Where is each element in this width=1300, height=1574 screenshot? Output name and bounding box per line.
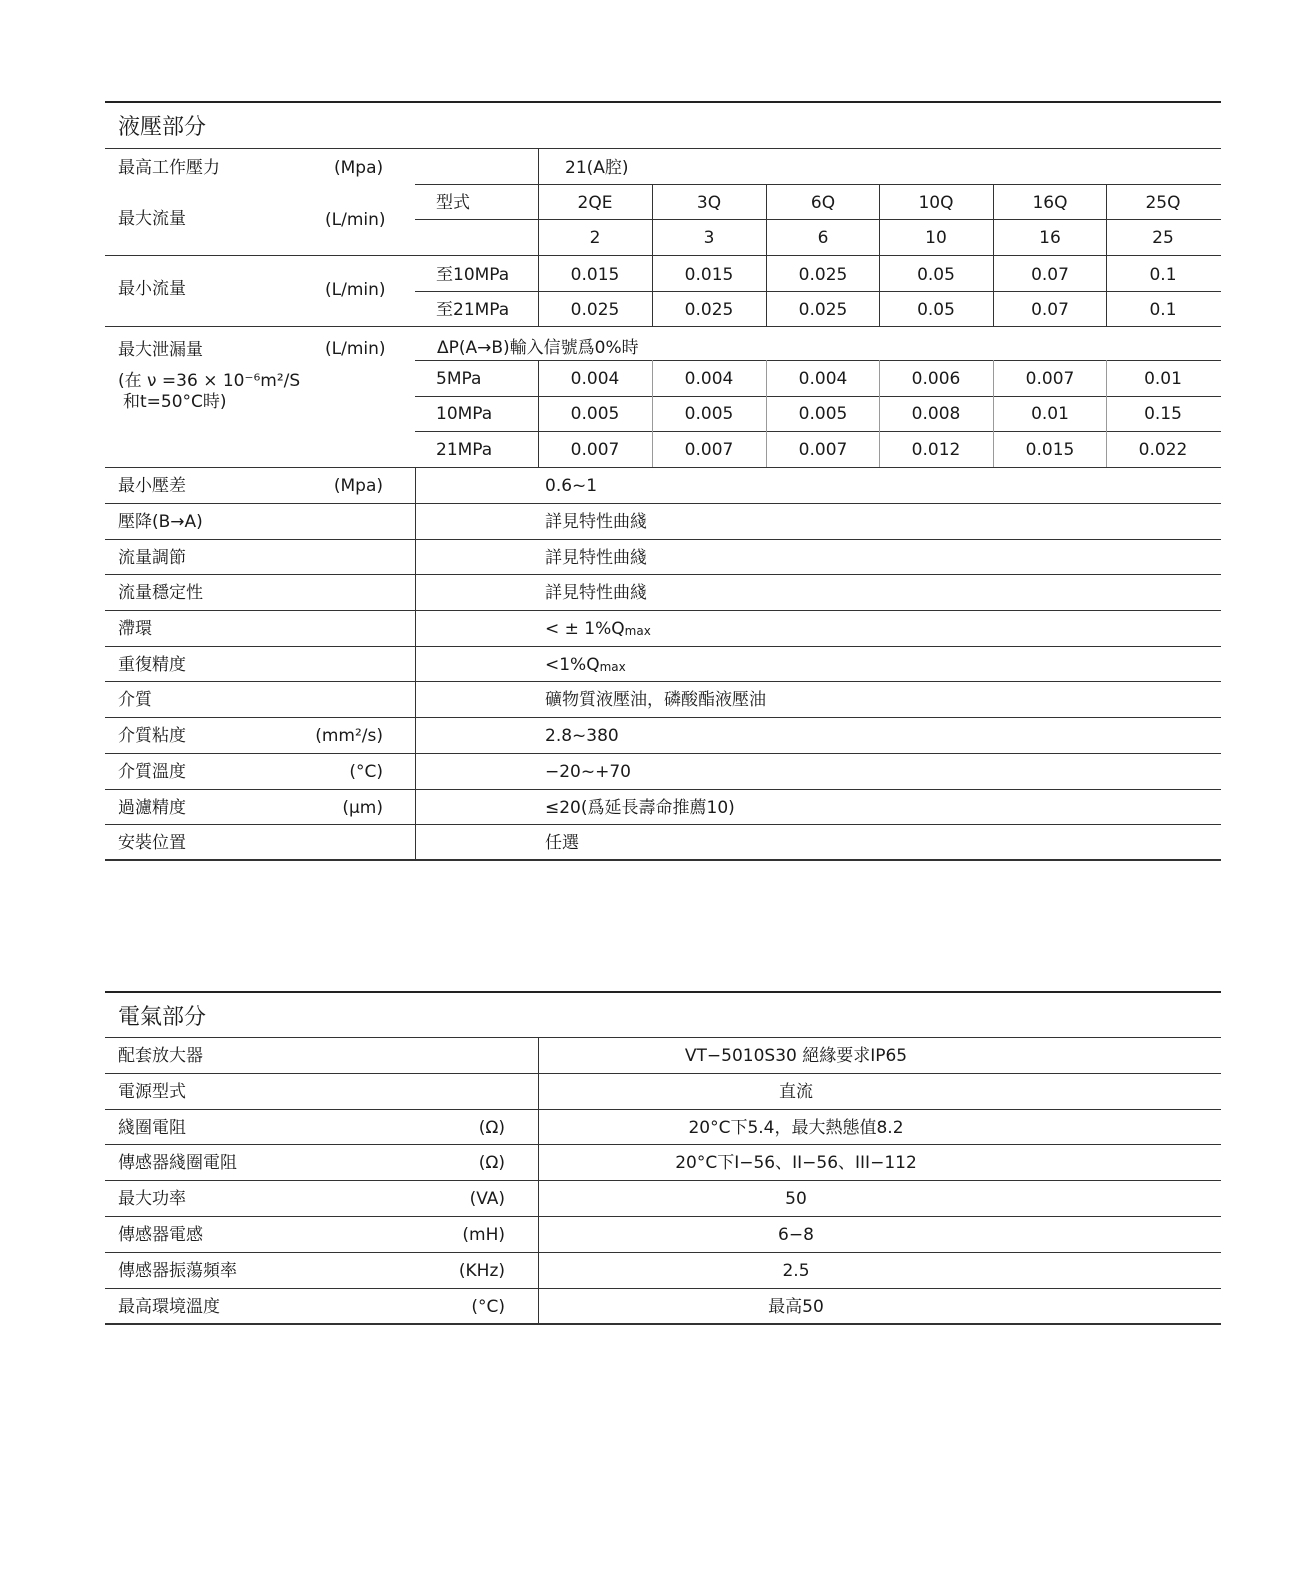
hydraulic-row-value [545,548,647,568]
electrical-row-unit: (Ω) [478,1153,505,1174]
leakage-value: 0.005 [798,404,848,424]
rule [105,255,1221,256]
rule [105,326,1221,327]
rule [538,148,539,184]
electrical-row-label: 配套放大器 [118,1046,203,1066]
rule [105,789,1221,790]
leakage-value: 0.006 [911,369,961,389]
hydraulic-section [105,101,1221,861]
rule [415,184,1221,185]
max-flow-value-3: 10 [925,228,947,248]
hydraulic-row-unit: (μm) [342,798,383,818]
rule [105,610,1221,611]
hydraulic-row-value-subscript: max [624,624,651,638]
min-flow-unit: (L/min) [325,280,386,300]
hydraulic-row-value-text: 0.6~1 [545,476,598,496]
max-working-pressure-unit: (Mpa) [334,158,384,178]
hydraulic-row-value-text: 2.8~380 [545,726,619,746]
hydraulic-row-value [545,726,619,746]
hydraulic-row-value-text: < ± 1%Q [545,619,625,639]
leakage-value: 0.012 [911,440,961,460]
hydraulic-row-label: 介質溫度 [118,762,186,782]
rule [415,431,1221,432]
min-flow-value: 0.07 [1031,265,1069,285]
section-top-rule [105,101,1221,103]
rule [105,1323,1221,1325]
max-working-pressure-label: 最高工作壓力 [118,158,220,178]
rule [105,717,1221,718]
electrical-row-value: 直流 [779,1081,813,1102]
hydraulic-row-label: 介質 [118,690,152,710]
max-flow-value-4: 16 [1039,228,1061,248]
min-flow-value: 0.1 [1149,265,1177,285]
rule [415,219,1221,220]
leakage-value: 0.004 [684,369,734,389]
rule [105,753,1221,754]
max-leakage-note-line2: 和t=50°C時) [123,392,227,412]
rule [105,1109,1221,1110]
hydraulic-row-label: 安裝位置 [118,833,186,853]
leakage-value: 0.022 [1138,440,1188,460]
rule [105,148,1221,149]
hydraulic-row-value [545,690,766,710]
min-flow-value: 0.025 [798,265,848,285]
electrical-row-unit: (°C) [471,1296,505,1317]
leakage-value: 0.01 [1144,369,1182,389]
electrical-row-label: 綫圈電阻 [118,1117,186,1138]
min-flow-value: 0.025 [798,300,848,320]
hydraulic-row-value-text: 礦物質液壓油，磷酸酯液壓油 [545,690,766,710]
leakage-row-label: 21MPa [436,440,493,460]
rule [415,360,1221,361]
hydraulic-row-value-text: −20~+70 [545,762,631,782]
min-flow-row-label: 至10MPa [436,265,510,285]
hydraulic-row-value [545,512,647,532]
min-flow-value: 0.025 [570,300,620,320]
hydraulic-row-value-text: 任選 [545,833,579,853]
min-flow-value: 0.015 [570,265,620,285]
rule [105,681,1221,682]
leakage-value: 0.15 [1144,404,1182,424]
rule [105,824,1221,825]
electrical-row-label: 傳感器綫圈電阻 [118,1153,237,1174]
rule [105,503,1221,504]
leakage-row-label: 10MPa [436,404,493,424]
rule [105,574,1221,575]
rule [105,1144,1221,1145]
leakage-condition: ΔP(A→B)輸入信號爲0%時 [437,338,639,358]
max-leakage-unit: (L/min) [325,339,386,359]
hydraulic-row-value-text: 詳見特性曲綫 [545,548,647,568]
hydraulic-row-value-subscript: max [599,660,626,674]
leakage-value: 0.005 [570,404,620,424]
hydraulic-row-value [545,833,579,853]
hydraulic-row-value [545,762,631,782]
min-flow-label: 最小流量 [118,279,186,299]
electrical-row-value: 20°C下I−56、II−56、III−112 [675,1153,917,1174]
leakage-value: 0.004 [798,369,848,389]
type-header-5: 25Q [1145,193,1181,213]
electrical-row-unit: (Ω) [478,1117,505,1138]
rule [105,1216,1221,1217]
hydraulic-row-value-text: <1%Q [545,655,600,675]
rule [105,1037,1221,1038]
leakage-value: 0.007 [570,440,620,460]
rule [415,467,416,859]
min-flow-value: 0.1 [1149,300,1177,320]
max-flow-value-1: 3 [703,228,715,248]
type-header-3: 10Q [918,193,954,213]
electrical-row-value: 50 [785,1189,807,1210]
hydraulic-row-value [545,798,735,818]
leakage-value: 0.007 [798,440,848,460]
hydraulic-row-unit: (Mpa) [333,476,383,496]
rule [105,1252,1221,1253]
hydraulic-row-value [545,476,597,496]
electrical-row-value: 最高50 [768,1296,824,1317]
hydraulic-row-label: 過濾精度 [118,798,186,818]
hydraulic-row-label: 重復精度 [118,655,186,675]
min-flow-row-label: 至21MPa [436,300,510,320]
type-header-2: 6Q [810,193,836,213]
hydraulic-row-unit: (mm²/s) [315,726,383,746]
rule [105,467,1221,468]
electrical-row-unit: (KHz) [458,1260,505,1281]
max-flow-unit: (L/min) [325,210,386,230]
hydraulic-row-value-text: 詳見特性曲綫 [545,583,647,603]
electrical-row-label: 傳感器振蕩頻率 [118,1260,237,1281]
hydraulic-row-value [545,619,651,641]
hydraulic-row-unit: (°C) [349,762,383,782]
hydraulic-row-label: 流量調節 [118,548,186,568]
leakage-value: 0.008 [911,404,961,424]
leakage-value: 0.007 [1025,369,1075,389]
rule [105,859,1221,861]
max-flow-value-5: 25 [1152,228,1174,248]
max-flow-value-2: 6 [817,228,829,248]
electrical-row-unit: (mH) [462,1225,505,1245]
type-header-1: 3Q [696,193,722,213]
max-flow-label: 最大流量 [118,209,186,229]
rule [415,396,1221,397]
hydraulic-row-label: 壓降(B→A) [118,512,203,532]
electrical-row-value: VT−5010S30 絕緣要求IP65 [684,1046,908,1066]
rule [415,291,1221,292]
electrical-row-label: 電源型式 [118,1081,186,1102]
leakage-value: 0.005 [684,404,734,424]
type-header-4: 16Q [1032,193,1068,213]
section-top-rule [105,991,1221,993]
leakage-value: 0.015 [1025,440,1075,460]
hydraulic-row-value [545,655,626,677]
min-flow-value: 0.025 [684,300,734,320]
hydraulic-row-value-text: 詳見特性曲綫 [545,512,647,532]
min-flow-value: 0.05 [917,265,955,285]
rule [105,1073,1221,1074]
electrical-row-value: 2.5 [782,1260,810,1281]
type-label: 型式 [436,193,470,213]
electrical-title: 電氣部分 [118,1005,207,1030]
leakage-value: 0.01 [1031,404,1069,424]
hydraulic-title: 液壓部分 [118,115,207,140]
max-working-pressure-value: 21(A腔) [565,158,629,178]
min-flow-value: 0.015 [684,265,734,285]
hydraulic-row-value [545,583,647,603]
rule [105,1288,1221,1289]
leakage-value: 0.004 [570,369,620,389]
hydraulic-row-label: 介質粘度 [118,726,186,746]
electrical-row-value: 6−8 [778,1225,814,1245]
electrical-row-unit: (VA) [469,1189,505,1210]
hydraulic-row-label: 流量穩定性 [118,583,203,603]
rule [105,646,1221,647]
max-leakage-label: 最大泄漏量 [118,340,203,360]
leakage-row-label: 5MPa [436,369,482,389]
electrical-row-label: 傳感器電感 [118,1225,203,1245]
electrical-row-label: 最高環境溫度 [118,1296,220,1317]
min-flow-value: 0.07 [1031,300,1069,320]
max-flow-value-0: 2 [589,228,601,248]
electrical-row-label: 最大功率 [118,1189,186,1210]
hydraulic-row-value-text: ≤20(爲延長壽命推薦10) [545,798,735,818]
rule [105,1180,1221,1181]
electrical-row-value: 20°C下5.4，最大熱態值8.2 [688,1117,904,1138]
type-header-0: 2QE [577,193,613,213]
max-leakage-note-line1: (在 ν =36 × 10⁻⁶m²/S [118,371,301,391]
min-flow-value: 0.05 [917,300,955,320]
rule [105,539,1221,540]
hydraulic-row-label: 滯環 [118,619,152,639]
hydraulic-row-label: 最小壓差 [118,476,186,496]
electrical-section [105,991,1221,1326]
leakage-value: 0.007 [684,440,734,460]
